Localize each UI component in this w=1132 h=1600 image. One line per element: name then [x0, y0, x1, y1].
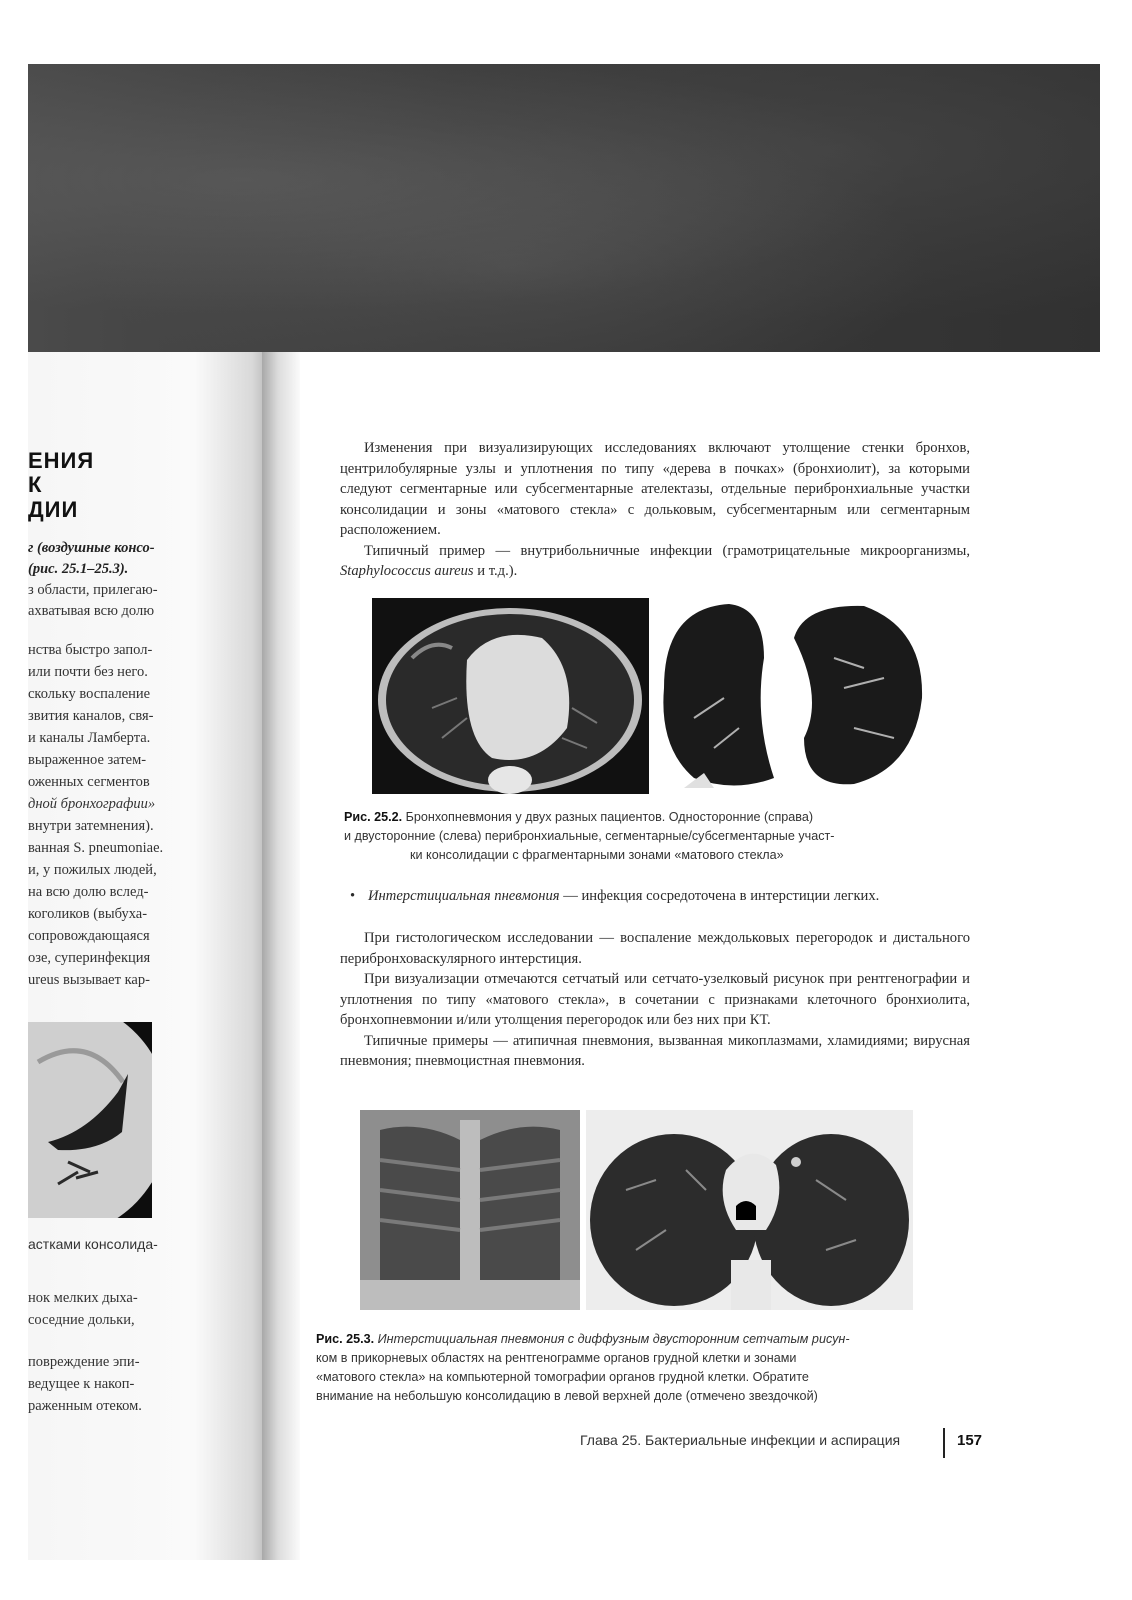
- fig-25-2-label: Рис. 25.2.: [344, 810, 403, 824]
- left-text-line: раженным отеком.: [28, 1398, 142, 1414]
- left-text-line: соседние дольки,: [28, 1312, 135, 1328]
- left-text-line: ванная S. pneumoniae.: [28, 840, 164, 856]
- caption-fig-25-3: Рис. 25.3. Интерстициальная пневмония с диффузным двусторонним сетчатым рисун- ком в прикорневых областях на рентгенограмме органов грудной клетки и зонами «матового стекла» на компьютерной томографии органов грудной клетки. Обратите внимание на небольшую консолидацию в левой верхней доле (отмечено звездочкой): [316, 1332, 850, 1403]
- fig-25-3-label: Рис. 25.3.: [316, 1332, 375, 1346]
- left-heading-line-3: ДИИ: [28, 497, 79, 522]
- left-ct-image: [28, 1022, 152, 1218]
- left-text-line: ведущее к накоп-: [28, 1376, 135, 1392]
- left-text-line: дной бронхографии»: [28, 796, 156, 812]
- left-text-line: г (воздушные консо-: [28, 540, 155, 556]
- left-text-line: и каналы Ламберта.: [28, 730, 151, 746]
- footer-divider: [943, 1428, 945, 1458]
- xray-image-fig-25-3: [360, 1110, 580, 1310]
- bullet-interstitial-pneumonia: • Интерстициальная пневмония — инфекция сосредоточена в интерстиции легких.: [350, 888, 880, 904]
- left-caption-fragment: астками консолида-: [28, 1236, 158, 1252]
- paragraph-typical-examples: Типичные примеры — атипичная пневмония, вызванная микоплазмами, хламидиями; вирусная пневмония; пневмоцистная пневмония.: [340, 1032, 970, 1069]
- paragraph-visualization: При визуализации отмечаются сетчатый или сетчато-узелковый рисунок при рентгенографии и уплотнения по типу «матового стекла», в сочетании с признаками клеточного бронхиолита, бронхопневмонии и/или утолщения перегородок или без них при КТ.: [340, 971, 970, 1028]
- left-text-line: выраженное затем-: [28, 752, 147, 768]
- left-text-line: нства быстро запол-: [28, 642, 153, 658]
- left-text-line: ахватывая всю долю: [28, 603, 155, 619]
- left-heading-line-1: ЕНИЯ: [28, 448, 95, 473]
- left-text-line: и, у пожилых людей,: [28, 862, 157, 878]
- left-text-line: озе, суперинфекция: [28, 950, 151, 966]
- left-text-line: ureus вызывает кар-: [28, 972, 150, 988]
- dark-photo-band: [28, 64, 1100, 352]
- main-text-top: [340, 438, 970, 582]
- running-footer-chapter: Глава 25. Бактериальные инфекции и аспирация: [580, 1432, 901, 1448]
- left-text-line: сопровождающаяся: [28, 928, 150, 944]
- ct-image-fig-25-3: [586, 1110, 913, 1310]
- left-text-line: скольку воспаление: [28, 686, 151, 702]
- left-text-line: внутри затемнения).: [28, 818, 154, 834]
- paragraph-histology: При гистологическом исследовании — воспаление междольковых перегородок и дистального перибронховаскулярного интерстиция.: [340, 930, 970, 967]
- book-spine-shadow: [262, 352, 302, 1560]
- left-text-line: или почти без него.: [28, 664, 148, 680]
- page-number: 157: [957, 1432, 983, 1449]
- ct-image-fig-25-2-right: [654, 598, 929, 794]
- left-text-line: на всю долю вслед-: [28, 884, 149, 900]
- left-text-line: нок мелких дыха-: [28, 1290, 138, 1306]
- left-heading-line-2: К: [28, 472, 43, 497]
- paragraph-imaging-changes: Изменения при визуализирующих исследованиях включают утолщение стенки бронхов, центрилобулярные узлы и уплотнения по типу «дерева в почках» (бронхиолит), за которыми следуют сегментарные или субсегментарные ателектазы, отдельные перибронхиальные участки консолидации и зоны «матового стекла» с дольковым, субсегментарным или сегментарным расположением.: [340, 440, 970, 538]
- main-text-bottom: [340, 928, 970, 1072]
- left-text-line: (рис. 25.1–25.3).: [28, 561, 129, 577]
- left-text-line: повреждение эпи-: [28, 1354, 140, 1370]
- left-text-line: з области, прилегаю-: [28, 582, 158, 598]
- left-text-line: оженных сегментов: [28, 774, 150, 790]
- left-text-line: звития каналов, свя-: [28, 708, 154, 724]
- left-text-line: коголиков (выбуха-: [28, 906, 148, 922]
- caption-fig-25-2: Рис. 25.2. Бронхопневмония у двух разных пациентов. Односторонние (справа) и двусторонние (слева) перибронхиальные, сегментарные/субсегментарные участ- ки консолидации с фрагментарными зонами «матового стекла»: [344, 810, 835, 862]
- paragraph-typical-example: Типичный пример — внутрибольничные инфекции (грамотрицательные микроорганизмы, Staphylococcus aureus и т.д.).: [340, 542, 970, 579]
- ct-image-fig-25-2-left: [372, 598, 649, 794]
